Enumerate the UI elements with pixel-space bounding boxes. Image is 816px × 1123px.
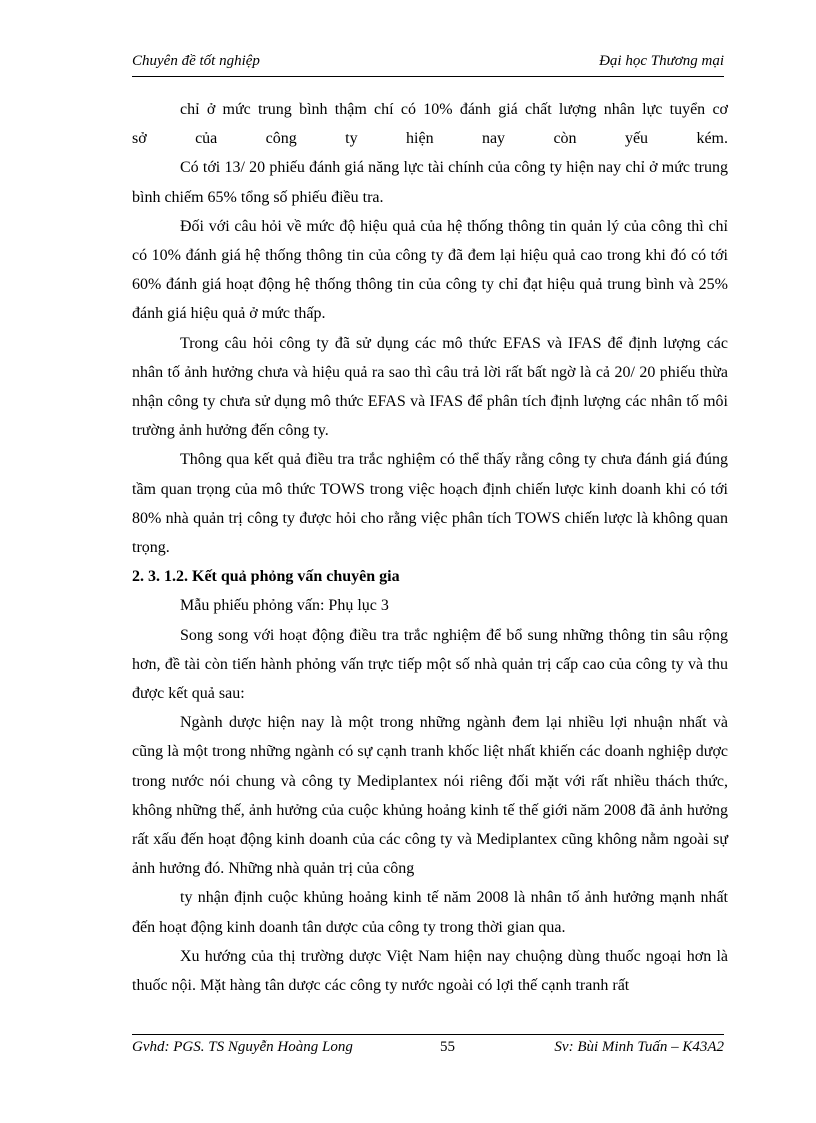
paragraph-2: Có tới 13/ 20 phiếu đánh giá năng lực tài chính của công ty hiện nay chỉ ở mức trung bình chiếm 65% tổng số phiếu điều tra. xyxy=(132,159,728,206)
header-right-title: Đại học Thương mại xyxy=(599,53,724,69)
footer-supervisor: Gvhd: PGS. TS Nguyễn Hoàng Long xyxy=(132,1039,353,1055)
page-header xyxy=(132,50,724,77)
paragraph-1-line-2: sở của công ty hiện nay còn yếu kém. xyxy=(132,130,728,148)
footer-student: Sv: Bùi Minh Tuấn – K43A2 xyxy=(554,1039,724,1055)
paragraph-3: Đối với câu hỏi về mức độ hiệu quả của hệ thống thông tin quản lý của công thì chỉ có 10% đánh giá hệ thống thông tin của công ty đã đem lại hiệu quả cao trong khi đó có tới 60% đánh giá hoạt động hệ thống thông tin của công ty chỉ đạt hiệu quả trung bình và 25% đánh giá hiệu quả ở mức thấp. xyxy=(132,217,728,323)
paragraph-8: Ngành dược hiện nay là một trong những ngành đem lại nhiều lợi nhuận nhất và cũng là một trong những ngành có sự cạnh tranh khốc liệt nhất khiến các doanh nghiệp dược trong nước nói chung và công ty Mediplantex nói riêng đối mặt với rất nhiều thách thức, không những thế, ảnh hưởng của cuộc khủng hoảng kinh tế thế giới năm 2008 đã ảnh hưởng rất xấu đến hoạt động kinh doanh của các công ty và Mediplantex cũng không nằm ngoài sự ảnh hưởng đó. Những nhà quản trị của công xyxy=(132,714,728,878)
paragraph-5: Thông qua kết quả điều tra trắc nghiệm có thể thấy rằng công ty chưa đánh giá đúng tầm quan trọng của mô thức TOWS trong việc hoạch định chiến lược kinh doanh khi có tới 80% nhà quản trị công ty được hỏi cho rằng việc phân tích TOWS chiến lược là không quan trọng. xyxy=(132,451,728,557)
page-body xyxy=(132,95,728,1000)
section-heading: 2. 3. 1.2. Kết quả phỏng vấn chuyên gia xyxy=(132,568,400,586)
page-footer xyxy=(132,1034,724,1059)
page-number: 55 xyxy=(440,1039,455,1055)
paragraph-1-line-1: chỉ ở mức trung bình thậm chí có 10% đánh giá chất lượng nhân lực tuyển cơ xyxy=(180,101,728,118)
paragraph-7: Song song với hoạt động điều tra trắc nghiệm để bổ sung những thông tin sâu rộng hơn, đề tài còn tiến hành phỏng vấn trực tiếp một số nhà quản trị cấp cao của công ty và thu được kết quả sau: xyxy=(132,626,728,703)
header-left-title: Chuyên đề tốt nghiệp xyxy=(132,53,260,69)
paragraph-6: Mẫu phiếu phỏng vấn: Phụ lục 3 xyxy=(180,597,389,615)
paragraph-10: Xu hướng của thị trường dược Việt Nam hiện nay chuộng dùng thuốc ngoại hơn là thuốc nội. Mặt hàng tân dược các công ty nước ngoài có lợi thế cạnh tranh rất xyxy=(132,947,728,995)
paragraph-9: ty nhận định cuộc khủng hoảng kinh tế năm 2008 là nhân tố ảnh hưởng mạnh nhất đến hoạt động kinh doanh tân dược của công ty trong thời gian qua. xyxy=(132,889,728,936)
paragraph-4: Trong câu hỏi công ty đã sử dụng các mô thức EFAS và IFAS để định lượng các nhân tố ảnh hưởng chưa và hiệu quả ra sao thì câu trả lời rất bất ngờ là cả 20/ 20 phiếu thừa nhận công ty chưa sử dụng mô thức EFAS và IFAS để phân tích định lượng các nhân tố môi trường ảnh hưởng đến công ty. xyxy=(132,334,728,440)
